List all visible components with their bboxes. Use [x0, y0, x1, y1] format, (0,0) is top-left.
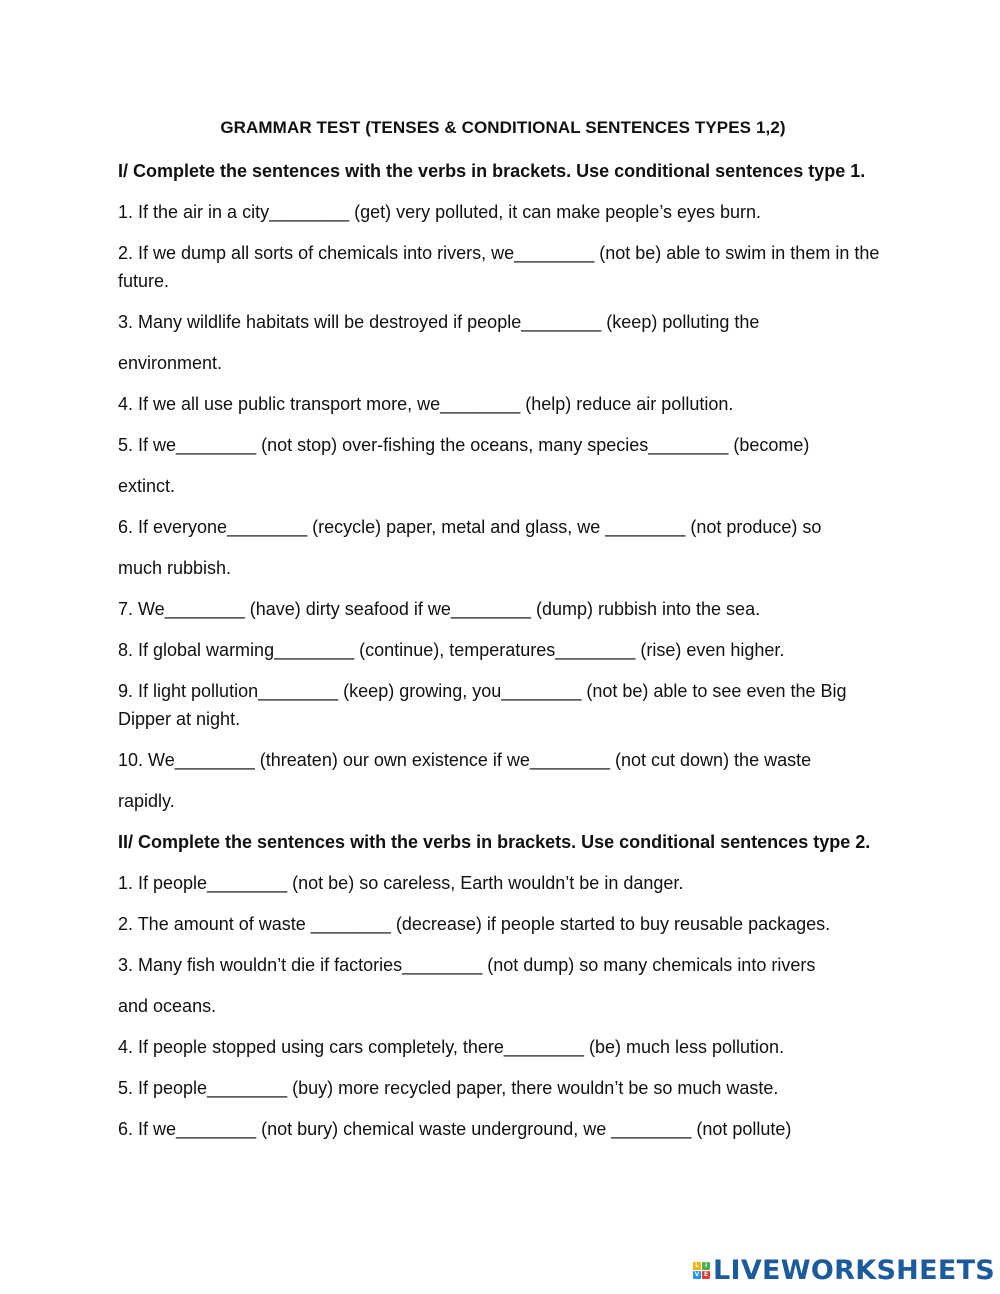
section-1-line: 2. If we dump all sorts of chemicals into rivers, we________ (not be) able to swim in them in the future.	[118, 243, 880, 291]
section-1-heading: I/ Complete the sentences with the verbs in brackets. Use conditional sentences type 1.	[118, 161, 866, 181]
section-2-heading: II/ Complete the sentences with the verbs in brackets. Use conditional sentences type 2.	[118, 832, 871, 852]
section-2-line: 5. If people________ (buy) more recycled paper, there wouldn’t be so much waste.	[118, 1078, 779, 1098]
logo-mark-cell: L	[693, 1262, 701, 1270]
liveworksheets-logo-icon	[693, 1262, 710, 1279]
section-2-line: and oceans.	[118, 996, 217, 1016]
section-1-line: 6. If everyone________ (recycle) paper, metal and glass, we ________ (not produce) so	[118, 517, 822, 537]
section-2-line: 2. The amount of waste ________ (decrease) if people started to buy reusable packages.	[118, 914, 831, 934]
section-2-line: 4. If people stopped using cars completely, there________ (be) much less pollution.	[118, 1037, 785, 1057]
section-1-line: 5. If we________ (not stop) over-fishing the oceans, many species________ (become)	[118, 435, 810, 455]
section-1-line: 1. If the air in a city________ (get) very polluted, it can make people’s eyes burn.	[118, 202, 762, 222]
section-1-line: much rubbish.	[118, 558, 232, 578]
section-2-line: 1. If people________ (not be) so careless, Earth wouldn’t be in danger.	[118, 873, 684, 893]
section-1-line: 7. We________ (have) dirty seafood if we________ (dump) rubbish into the sea.	[118, 599, 761, 619]
liveworksheets-logo	[693, 1255, 995, 1285]
logo-text: LIVEWORKSHEETS	[713, 1254, 996, 1286]
logo-mark-cell: i	[702, 1262, 710, 1270]
section-1-line: extinct.	[118, 476, 176, 496]
logo-mark-cell: V	[694, 1270, 700, 1278]
logo-mark-cell: E	[703, 1270, 709, 1278]
worksheet-title: GRAMMAR TEST (TENSES & CONDITIONAL SENTENCES TYPES 1,2)	[220, 118, 786, 137]
section-2-line: 3. Many fish wouldn’t die if factories________ (not dump) so many chemicals into rivers	[118, 955, 816, 975]
section-2-line: 6. If we________ (not bury) chemical waste underground, we ________ (not pollute)	[118, 1119, 792, 1139]
section-1-line: 3. Many wildlife habitats will be destroyed if people________ (keep) polluting the	[118, 312, 760, 332]
section-1-line: 4. If we all use public transport more, we________ (help) reduce air pollution.	[118, 394, 734, 414]
section-1-line: environment.	[118, 353, 223, 373]
worksheet-page	[118, 118, 888, 1156]
section-1-line: 9. If light pollution________ (keep) growing, you________ (not be) able to see even the Big Dipper at night.	[118, 681, 847, 729]
section-1-line: 8. If global warming________ (continue), temperatures________ (rise) even higher.	[118, 640, 785, 660]
section-1-line: 10. We________ (threaten) our own existence if we________ (not cut down) the waste	[118, 750, 812, 770]
section-1-line: rapidly.	[118, 791, 175, 811]
